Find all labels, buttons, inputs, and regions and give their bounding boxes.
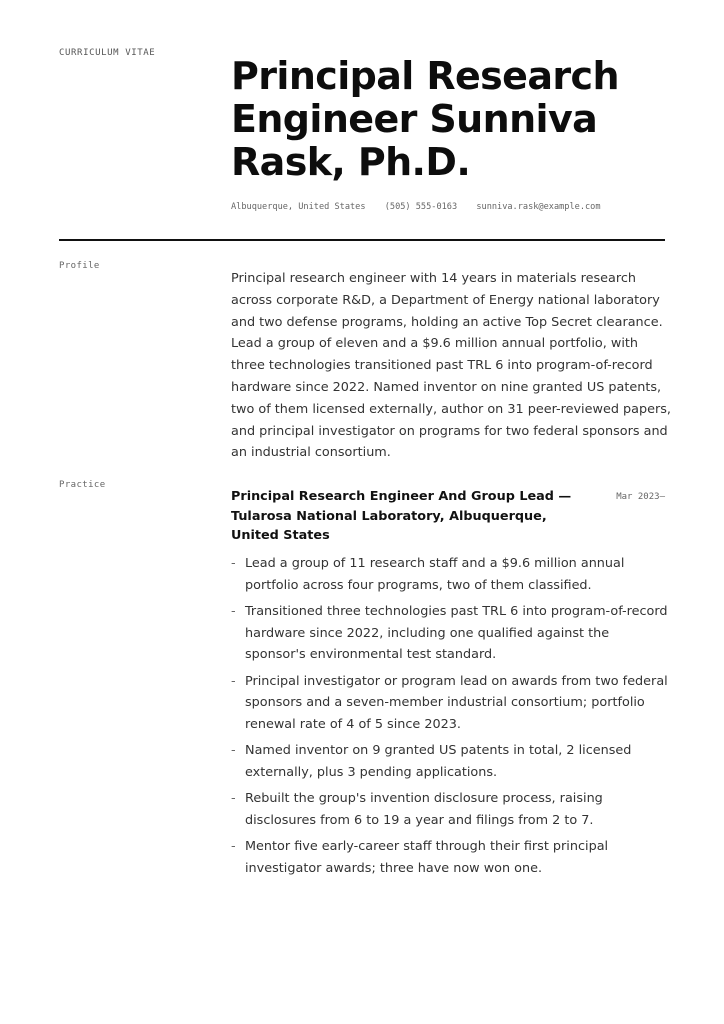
role-bullet-list <box>231 553 671 884</box>
list-item <box>231 553 671 596</box>
candidate-name: Principal Research Engineer Sunniva Rask, Ph.D. <box>231 54 619 184</box>
bullet-dash: - <box>231 673 236 689</box>
list-item <box>231 788 671 831</box>
bullet-dash: - <box>231 743 236 758</box>
document-kicker: CURRICULUM VITAE <box>59 48 156 58</box>
contact-phone: (505) 555-0163 <box>384 202 458 212</box>
contact-location: Albuquerque, United States <box>231 202 366 212</box>
bullet-text: Named inventor on 9 granted US patents in total, 2 licensed externally, plus 3 pending applications. <box>245 743 632 780</box>
list-item <box>231 601 671 666</box>
bullet-dash: - <box>231 556 236 571</box>
bullet-dash: - <box>231 839 236 854</box>
section-label-profile: Profile <box>59 261 100 271</box>
bullet-dash: - <box>231 791 236 806</box>
bullet-dash: - <box>231 604 236 619</box>
bullet-text: Principal investigator or program lead on awards from two federal sponsors and a seven-member industrial consortium; portfolio renewal rate of 4 of 5 since 2023. <box>245 673 668 732</box>
contact-line <box>231 202 601 212</box>
list-item <box>231 740 671 783</box>
bullet-text: Rebuilt the group's invention disclosure process, raising disclosures from 6 to 19 a year and filings from 2 to 7. <box>245 791 603 828</box>
list-item <box>231 836 671 879</box>
header-divider <box>59 239 665 241</box>
bullet-text: Mentor five early-career staff through their first principal investigator awards; three have now won one. <box>245 839 609 876</box>
profile-summary: Principal research engineer with 14 years in materials research across corporate R&D, a Department of Energy national laboratory and two defense programs, holding an active Top Secret clearance. Lead a group of eleven and a $9.6 million annual portfolio, with three technologies transitioned past TRL 6 into program-of-record hardware since 2022. Named inventor on nine granted US patents, two of them licensed externally, author on 31 peer-reviewed papers, and principal investigator on programs for two federal sponsors and an industrial consortium. <box>231 271 671 461</box>
role-title: Principal Research Engineer And Group Lead — Tularosa National Laboratory, Albuquerque, United States <box>231 489 572 543</box>
list-item <box>231 671 671 736</box>
contact-email: sunniva.rask@example.com <box>476 202 601 212</box>
section-label-practice: Practice <box>59 480 106 490</box>
bullet-text: Transitioned three technologies past TRL 6 into program-of-record hardware since 2022, including one qualified against the sponsor's environmental test standard. <box>245 604 668 662</box>
role-dates: Mar 2023– <box>616 492 665 502</box>
bullet-text: Lead a group of 11 research staff and a $9.6 million annual portfolio across four programs, two of them classified. <box>245 556 625 593</box>
